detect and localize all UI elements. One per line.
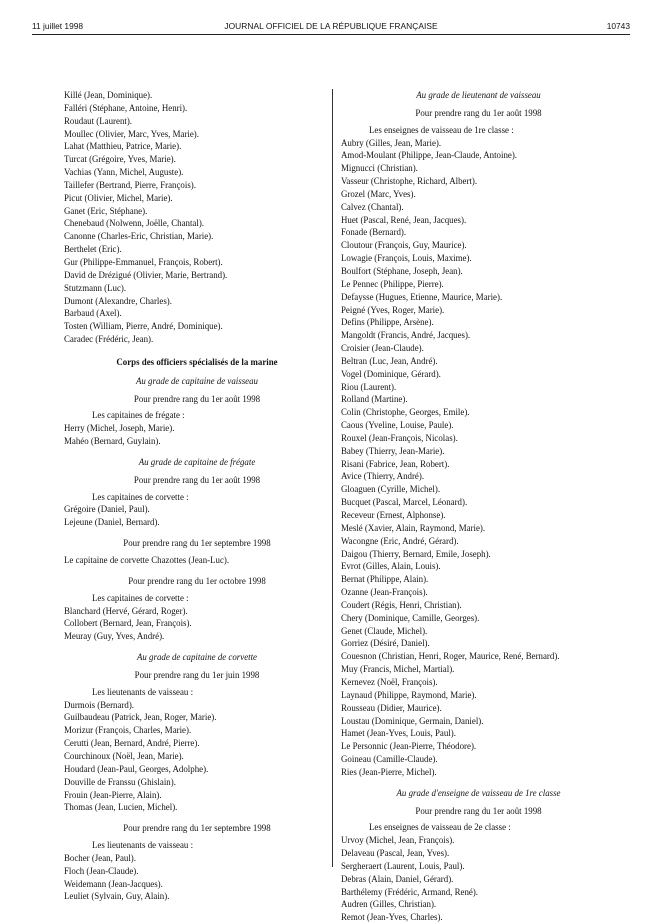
list-item: Hamet (Jean-Yves, Louis, Paul). — [341, 728, 456, 739]
list-item: Durmois (Bernard). — [64, 699, 134, 710]
grade-heading: Au grade d'enseigne de vaisseau de 1re classe — [396, 787, 561, 798]
list-item: Guilbaudeau (Patrick, Jean, Roger, Marie). — [64, 712, 217, 723]
page-header — [32, 20, 630, 35]
list-item: Beltran (Luc, Jean, André). — [341, 355, 438, 366]
list-item: Mangoldt (Francis, André, Jacques). — [341, 330, 471, 341]
list-item: Evrot (Gilles, Alain, Louis). — [341, 561, 441, 572]
list-item: Coudert (Régis, Henri, Christian). — [341, 599, 462, 610]
list-item: Frouin (Jean-Pierre, Alain). — [64, 789, 162, 800]
list-item: Mignucci (Christian). — [341, 163, 418, 174]
name-list — [341, 137, 616, 779]
list-item: Lahat (Matthieu, Patrice, Marie). — [64, 141, 182, 152]
list-item: Thomas (Jean, Lucien, Michel). — [64, 802, 178, 813]
grade-heading: Au grade de lieutenant de vaisseau — [416, 90, 541, 100]
list-item: Wacongne (Eric, André, Gérard). — [341, 535, 459, 546]
list-item: Weidemann (Jean-Jacques). — [64, 878, 163, 889]
list-item: Daigou (Thierry, Bernard, Emile, Joseph). — [341, 548, 491, 559]
list-item: Herry (Michel, Joseph, Marie). — [64, 423, 175, 434]
list-intro: Les capitaines de frégate : — [92, 410, 185, 421]
list-item: Gur (Philippe-Emmanuel, François, Robert). — [64, 256, 223, 267]
list-item: Caradec (Frédéric, Jean). — [64, 334, 154, 345]
list-item: Urvoy (Michel, Jean, François). — [341, 835, 455, 846]
list-item: Ganet (Eric, Stéphane). — [64, 205, 148, 216]
column-divider — [332, 89, 333, 867]
list-item: Ozanne (Jean-François). — [341, 587, 428, 598]
list-item: Huet (Pascal, René, Jean, Jacques). — [341, 214, 467, 225]
list-item: Grozel (Marc, Yves). — [341, 188, 416, 199]
list-item: Stutzmann (Luc). — [64, 282, 127, 293]
list-item: Canonne (Charles-Eric, Christian, Marie). — [64, 231, 214, 242]
header-date: 11 juillet 1998 — [32, 21, 84, 31]
list-item: Receveur (Ernest, Alphonse). — [341, 510, 446, 520]
list-item: Picut (Olivier, Michel, Marie). — [64, 192, 173, 203]
list-item: Calvez (Chantal). — [341, 201, 404, 212]
list-item: Boulfort (Stéphane, Joseph, Jean). — [341, 265, 463, 276]
list-intro: Les capitaines de corvette : — [92, 491, 189, 502]
list-item: Loustau (Dominique, Germain, Daniel). — [341, 715, 484, 726]
list-item: Vogel (Dominique, Gérard). — [341, 368, 441, 379]
list-item: Remot (Jean-Yves, Charles). — [341, 912, 443, 923]
list-item: Houdard (Jean-Paul, Georges, Adolphe). — [64, 763, 209, 774]
list-item: Barbaud (Axel). — [64, 308, 122, 319]
list-item: Killé (Jean, Dominique). — [64, 90, 153, 100]
list-item: Caous (Yveline, Louise, Paule). — [341, 420, 454, 431]
list-item: Aubry (Gilles, Jean, Marie). — [341, 137, 442, 148]
right-column — [341, 89, 616, 924]
list-item: Taillefer (Bertrand, Pierre, François). — [64, 179, 196, 190]
rank-date: Pour prendre rang du 1er septembre 1998 — [123, 538, 271, 549]
list-item: Babey (Thierry, Jean-Marie). — [341, 445, 445, 456]
list-item: Fonade (Bernard). — [341, 227, 407, 238]
rank-date: Pour prendre rang du 1er juin 1998 — [134, 669, 260, 680]
list-item: Gloaguen (Cyrille, Michel). — [341, 484, 441, 495]
single-entry: Le capitaine de corvette Chazottes (Jean-Luc). — [64, 555, 230, 565]
name-list — [64, 605, 330, 644]
list-item: Avice (Thierry, André). — [341, 471, 425, 482]
list-item: Chery (Dominique, Camille, Georges). — [341, 612, 480, 623]
list-item: Laynaud (Philippe, Raymond, Marie). — [341, 689, 477, 700]
list-item: Morizur (François, Charles, Marie). — [64, 725, 192, 736]
list-item: Meuray (Guy, Yves, André). — [64, 631, 165, 642]
list-item: Amod-Moulant (Philippe, Jean-Claude, Antoine). — [341, 150, 517, 161]
header-title: JOURNAL OFFICIEL DE LA RÉPUBLIQUE FRANÇAISE — [224, 21, 438, 31]
list-item: Debras (Alain, Daniel, Gérard). — [341, 873, 454, 884]
list-item: Colin (Christophe, Georges, Emile). — [341, 407, 470, 418]
rank-date: Pour prendre rang du 1er août 1998 — [133, 393, 261, 404]
list-item: Muy (Francis, Michel, Martial). — [341, 664, 455, 675]
list-item: Goineau (Camille-Claude). — [341, 754, 438, 765]
rank-date: Pour prendre rang du 1er août 1998 — [415, 107, 542, 118]
left-column — [64, 89, 330, 903]
list-item: Cerutti (Jean, Bernard, André, Pierre). — [64, 738, 200, 749]
list-item: Grégoire (Daniel, Paul). — [64, 504, 150, 515]
list-item: Chenebaud (Nolwenn, Joëlle, Chantal). — [64, 218, 204, 229]
list-item: Dumont (Alexandre, Charles). — [64, 295, 172, 306]
list-item: Meslé (Xavier, Alain, Raymond, Marie). — [341, 522, 486, 533]
list-item: Kernevez (Noël, François). — [341, 676, 438, 687]
list-item: Barthélemy (Frédéric, Armand, René). — [341, 886, 479, 897]
list-item: Collobert (Bernard, Jean, François). — [64, 618, 192, 629]
list-item: Peigné (Yves, Roger, Marie). — [341, 304, 445, 315]
list-item: Le Pennec (Philippe, Pierre). — [341, 278, 444, 289]
list-item: Gorriez (Désiré, Daniel). — [341, 638, 430, 649]
list-item: Croisier (Jean-Claude). — [341, 343, 424, 354]
list-item: Moullec (Olivier, Marc, Yves, Marie). — [64, 128, 199, 139]
name-list — [64, 699, 330, 815]
list-item: Delaveau (Pascal, Jean, Yves). — [341, 848, 450, 859]
list-item: Bucquet (Pascal, Marcel, Léonard). — [341, 497, 468, 508]
list-item: Rousseau (Didier, Maurice). — [341, 702, 442, 713]
grade-heading: Au grade de capitaine de vaisseau — [135, 375, 258, 386]
list-intro: Les enseignes de vaisseau de 2e classe : — [369, 822, 511, 833]
list-item: Lejeune (Daniel, Bernard). — [64, 517, 160, 528]
list-item: Defins (Philippe, Arsène). — [341, 317, 434, 328]
list-item: Lowagie (François, Louis, Maxime). — [341, 253, 472, 264]
list-item: Audren (Gilles, Christian). — [341, 899, 437, 910]
grade-heading: Au grade de capitaine de frégate — [138, 456, 256, 467]
name-list — [64, 89, 330, 346]
section-title: Corps des officiers spécialisés de la marine — [116, 356, 278, 367]
grade-heading: Au grade de capitaine de corvette — [136, 652, 258, 663]
rank-date: Pour prendre rang du 1er août 1998 — [415, 805, 542, 816]
rank-date: Pour prendre rang du 1er septembre 1998 — [123, 823, 271, 834]
list-item: Sergheraert (Laurent, Louis, Paul). — [341, 860, 465, 871]
list-intro: Les lieutenants de vaisseau : — [92, 840, 194, 851]
list-item: Le Personnic (Jean-Pierre, Théodore). — [341, 741, 477, 752]
name-list — [64, 852, 330, 903]
list-item: Vasseur (Christophe, Richard, Albert). — [341, 176, 478, 187]
list-item: Bernat (Philippe, Alain). — [341, 574, 429, 585]
list-item: David de Drézigué (Olivier, Marie, Bertrand). — [64, 269, 228, 280]
list-item: Mahéo (Bernard, Guylain). — [64, 436, 161, 447]
list-item: Roudaut (Laurent). — [64, 115, 133, 126]
list-item: Cloutour (François, Guy, Maurice). — [341, 240, 467, 251]
list-item: Leuliet (Sylvain, Guy, Alain). — [64, 891, 170, 902]
name-list — [64, 503, 330, 529]
list-item: Genet (Claude, Michel). — [341, 625, 428, 636]
list-item: Courchinoux (Noël, Jean, Marie). — [64, 750, 184, 761]
list-item: Couesnon (Christian, Henri, Roger, Maurice, René, Bernard). — [341, 651, 560, 662]
name-list — [64, 422, 330, 448]
list-item: Risani (Fabrice, Jean, Robert). — [341, 458, 450, 469]
list-item: Rouxel (Jean-François, Nicolas). — [341, 432, 458, 443]
list-item: Douville de Franssu (Ghislain). — [64, 776, 176, 787]
header-page-number: 10743 — [606, 21, 630, 31]
list-item: Blanchard (Hervé, Gérard, Roger). — [64, 605, 188, 616]
list-item: Berthelet (Eric). — [64, 244, 122, 255]
list-item: Riou (Laurent). — [341, 381, 397, 392]
list-intro: Les lieutenants de vaisseau : — [92, 686, 194, 697]
name-list — [341, 834, 616, 924]
list-item: Bocher (Jean, Paul). — [64, 852, 136, 863]
list-item: Ries (Jean-Pierre, Michel). — [341, 766, 437, 777]
list-item: Tosten (William, Pierre, André, Dominique). — [64, 321, 223, 332]
rank-date: Pour prendre rang du 1er octobre 1998 — [128, 575, 266, 586]
list-item: Vachias (Yann, Michel, Auguste). — [64, 167, 184, 178]
list-intro: Les capitaines de corvette : — [92, 592, 189, 603]
rank-date: Pour prendre rang du 1er août 1998 — [133, 474, 261, 485]
list-intro: Les enseignes de vaisseau de 1re classe : — [369, 124, 514, 135]
list-item: Falléri (Stéphane, Antoine, Henri). — [64, 102, 188, 113]
list-item: Floch (Jean-Claude). — [64, 865, 139, 876]
list-item: Turcat (Grégoire, Yves, Marie). — [64, 154, 176, 165]
list-item: Defaysse (Hugues, Etienne, Maurice, Marie). — [341, 291, 503, 302]
list-item: Rolland (Martine). — [341, 394, 408, 405]
